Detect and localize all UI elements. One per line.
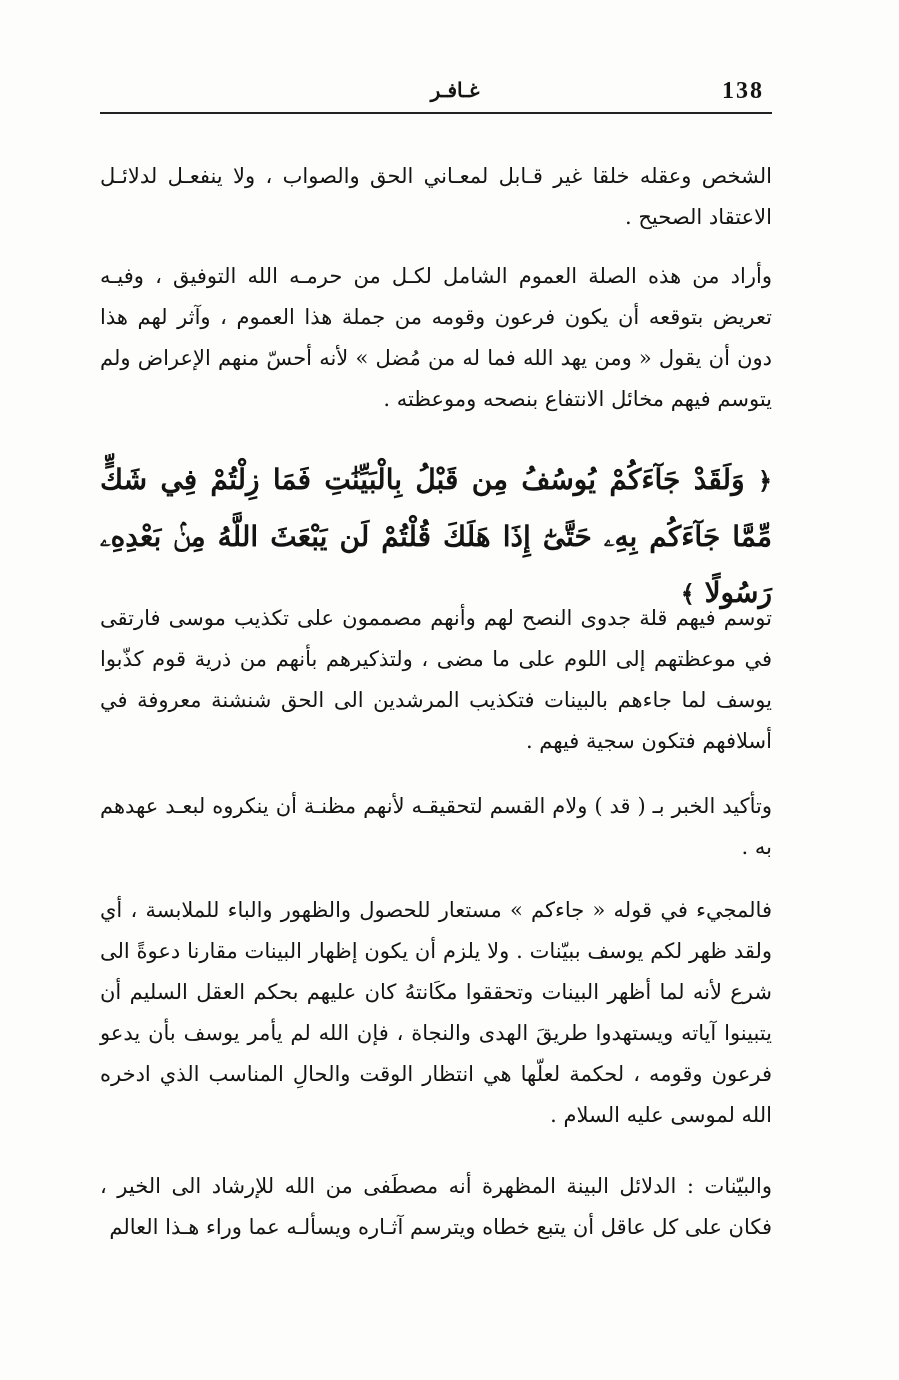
paragraph-6: والبيّنات : الدلائل البينة المظهرة أنه مصطَفى من الله للإرشاد الى الخير ، فكان على كل عاقل أن يتبع خطاه ويترسم آثـاره ويسألـه عما وراء هـذا العالم <box>100 1174 772 1239</box>
quran-verse <box>100 452 772 622</box>
page-header <box>100 74 772 114</box>
verse-close-bracket: ﴾ <box>680 579 695 608</box>
paragraph-5: فالمجيء في قوله « جاءكم » مستعار للحصول والظهور والباء للملابسة ، أي ولقد ظهر لكم يوسف ببيّنات . ولا يلزم أن يكون إظهار البينات مقارنا دعوةً الى شرع لأنه لما أظهر البينات وتحققوا مكَانتهُ كان عليهم بحكم العقل السليم أن يتبينوا آياته ويستهدوا طريقَ الهدى والنجاة ، فإن الله لم يأمر يوسف بأن يدعو فرعون وقومه ، لحكمة لعلّها هي انتظار الوقت والحالِ المناسب الذي ادخره الله لموسى عليه السلام . <box>100 898 772 1127</box>
surah-title: غـافـر <box>430 78 480 102</box>
paragraph-1: الشخص وعقله خلقا غير قـابل لمعـاني الحق والصواب ، ولا ينفعـل لدلائـل الاعتقاد الصحيح . <box>100 164 772 229</box>
page-number: 138 <box>722 78 764 104</box>
header-divider <box>100 112 772 114</box>
verse-text: وَلَقَدْ جَآءَكُمْ يُوسُفُ مِن قَبْلُ بِالْبَيِّنَٰتِ فَمَا زِلْتُمْ فِي شَكٍّ مِّمَّا جَآءَكُم بِهِۦ حَتَّىٰٓ إِذَا هَلَكَ قُلْتُمْ لَن يَبْعَثَ اللَّهُ مِنۢ بَعْدِهِۦ رَسُولًا <box>100 463 772 609</box>
paragraph-3: توسم فيهم قلة جدوى النصح لهم وأنهم مصممون على تكذيب موسى فارتقى في موعظتهم إلى اللوم على ما مضى ، ولتذكيرهم بأنهم من ذرية قوم كذّبوا يوسف لما جاءهم بالبينات فتكذيب المرشدين الى الحق شنشنة معروفة في أسلافهم فتكون سجية فيهم . <box>100 606 772 753</box>
paragraph-2: وأراد من هذه الصلة العموم الشامل لكـل من حرمـه الله التوفيق ، وفيـه تعريض بتوقعه أن يكون فرعون وقومه من جملة هذا العموم ، وآثر لهم هذا دون أن يقول « ومن يهد الله فما له من مُضل » لأنه أحسّ منهم الإعراض ولم يتوسم فيهم مخائل الانتفاع بنصحه وموعظته . <box>100 264 772 411</box>
paragraph-4: وتأكيد الخبر بـ ( قد ) ولام القسم لتحقيقـه لأنهم مظنـة أن ينكروه لبعـد عهدهم به . <box>100 794 772 859</box>
verse-open-bracket: ﴿ <box>757 466 772 495</box>
